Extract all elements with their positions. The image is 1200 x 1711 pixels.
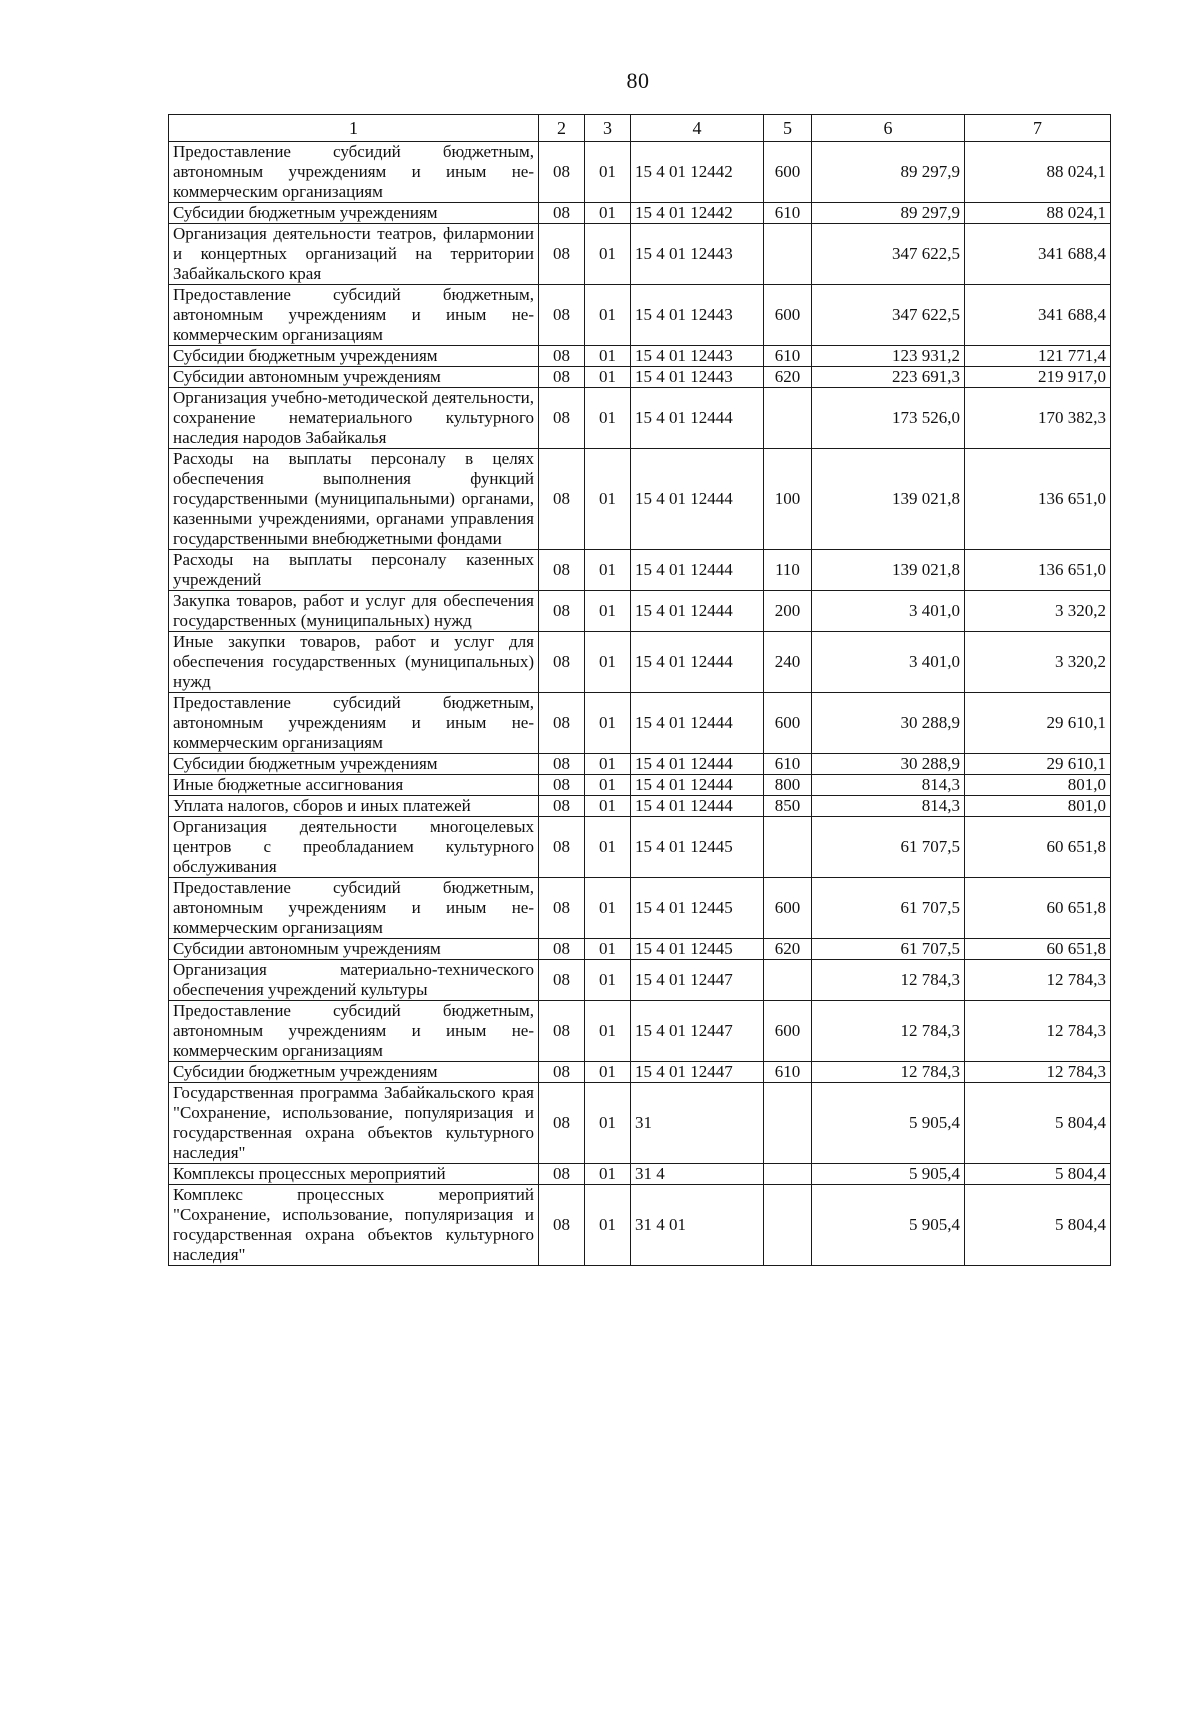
row-name-cell: Комплекс процессных мероприятий "Сохранение, использование, популяризация и государственная охрана объектов культурного наследия" [169,1185,539,1266]
row-target-code-cell: 15 4 01 12447 [631,1062,764,1083]
row-subsection-cell: 01 [585,1083,631,1164]
row-target-code-cell: 15 4 01 12444 [631,449,764,550]
row-subsection-cell: 01 [585,1001,631,1062]
row-amount-year1-cell: 814,3 [812,775,965,796]
row-amount-year1-cell: 5 905,4 [812,1083,965,1164]
row-expense-type-cell: 850 [764,796,812,817]
row-section-cell: 08 [539,203,585,224]
row-amount-year2-cell: 5 804,4 [965,1185,1111,1266]
row-target-code-cell: 15 4 01 12443 [631,224,764,285]
row-expense-type-cell: 100 [764,449,812,550]
row-amount-year2-cell: 12 784,3 [965,1062,1111,1083]
row-subsection-cell: 01 [585,142,631,203]
row-target-code-cell: 31 4 01 [631,1185,764,1266]
row-subsection-cell: 01 [585,632,631,693]
row-subsection-cell: 01 [585,367,631,388]
row-section-cell: 08 [539,775,585,796]
row-target-code-cell: 15 4 01 12445 [631,878,764,939]
row-amount-year1-cell: 347 622,5 [812,285,965,346]
row-subsection-cell: 01 [585,796,631,817]
row-section-cell: 08 [539,693,585,754]
row-subsection-cell: 01 [585,960,631,1001]
table-row [169,796,1111,817]
row-amount-year2-cell: 219 917,0 [965,367,1111,388]
row-section-cell: 08 [539,224,585,285]
row-section-cell: 08 [539,1001,585,1062]
table-header [169,115,1111,142]
table-row [169,346,1111,367]
row-expense-type-cell [764,224,812,285]
row-target-code-cell: 15 4 01 12444 [631,775,764,796]
row-section-cell: 08 [539,1062,585,1083]
row-amount-year1-cell: 347 622,5 [812,224,965,285]
row-name-cell: Предоставление субсидий бюджетным, автономным учреждениям и иным не-коммерческим организациям [169,878,539,939]
row-name-cell: Организация деятельности многоцелевых центров с преобладанием культурного обслуживания [169,817,539,878]
row-amount-year2-cell: 12 784,3 [965,960,1111,1001]
row-amount-year1-cell: 3 401,0 [812,591,965,632]
table-row [169,817,1111,878]
table-row [169,754,1111,775]
row-target-code-cell: 15 4 01 12444 [631,632,764,693]
row-expense-type-cell: 200 [764,591,812,632]
row-amount-year1-cell: 814,3 [812,796,965,817]
row-amount-year1-cell: 89 297,9 [812,142,965,203]
row-amount-year1-cell: 61 707,5 [812,817,965,878]
row-amount-year1-cell: 173 526,0 [812,388,965,449]
row-subsection-cell: 01 [585,939,631,960]
table-row [169,1083,1111,1164]
row-expense-type-cell: 240 [764,632,812,693]
row-name-cell: Комплексы процессных мероприятий [169,1164,539,1185]
row-target-code-cell: 15 4 01 12444 [631,550,764,591]
row-amount-year2-cell: 12 784,3 [965,1001,1111,1062]
row-section-cell: 08 [539,449,585,550]
row-subsection-cell: 01 [585,817,631,878]
row-amount-year2-cell: 170 382,3 [965,388,1111,449]
row-name-cell: Предоставление субсидий бюджетным, автономным учреждениям и иным не-коммерческим организациям [169,693,539,754]
row-subsection-cell: 01 [585,224,631,285]
row-target-code-cell: 15 4 01 12444 [631,754,764,775]
table-row [169,960,1111,1001]
row-target-code-cell: 15 4 01 12447 [631,1001,764,1062]
row-amount-year2-cell: 5 804,4 [965,1164,1111,1185]
row-name-cell: Субсидии бюджетным учреждениям [169,203,539,224]
row-subsection-cell: 01 [585,388,631,449]
row-section-cell: 08 [539,388,585,449]
table-row [169,775,1111,796]
row-amount-year2-cell: 121 771,4 [965,346,1111,367]
row-target-code-cell: 15 4 01 12442 [631,203,764,224]
table-row [169,285,1111,346]
row-target-code-cell: 15 4 01 12444 [631,388,764,449]
row-target-code-cell: 15 4 01 12442 [631,142,764,203]
row-section-cell: 08 [539,796,585,817]
row-amount-year2-cell: 29 610,1 [965,693,1111,754]
row-amount-year1-cell: 3 401,0 [812,632,965,693]
row-target-code-cell: 15 4 01 12444 [631,796,764,817]
row-name-cell: Субсидии бюджетным учреждениям [169,1062,539,1083]
row-amount-year2-cell: 136 651,0 [965,449,1111,550]
row-expense-type-cell: 600 [764,878,812,939]
row-amount-year1-cell: 223 691,3 [812,367,965,388]
row-section-cell: 08 [539,878,585,939]
row-section-cell: 08 [539,632,585,693]
table-row [169,1062,1111,1083]
table-row [169,142,1111,203]
row-expense-type-cell: 620 [764,939,812,960]
header-col-5: 5 [764,115,812,142]
row-section-cell: 08 [539,550,585,591]
row-section-cell: 08 [539,754,585,775]
row-amount-year2-cell: 3 320,2 [965,591,1111,632]
row-amount-year2-cell: 136 651,0 [965,550,1111,591]
row-amount-year2-cell: 88 024,1 [965,142,1111,203]
row-name-cell: Расходы на выплаты персоналу казенных учреждений [169,550,539,591]
row-subsection-cell: 01 [585,449,631,550]
row-name-cell: Иные закупки товаров, работ и услуг для обеспечения государственных (муниципальных) нужд [169,632,539,693]
row-target-code-cell: 15 4 01 12445 [631,939,764,960]
row-amount-year1-cell: 12 784,3 [812,960,965,1001]
table-row [169,224,1111,285]
row-section-cell: 08 [539,346,585,367]
row-name-cell: Субсидии бюджетным учреждениям [169,346,539,367]
row-section-cell: 08 [539,1164,585,1185]
budget-table [168,114,1111,1266]
row-expense-type-cell: 610 [764,1062,812,1083]
row-target-code-cell: 15 4 01 12444 [631,591,764,632]
row-amount-year1-cell: 30 288,9 [812,693,965,754]
row-subsection-cell: 01 [585,346,631,367]
row-name-cell: Государственная программа Забайкальского края "Сохранение, использование, популяризация и государственная охрана объектов культурного наследия" [169,1083,539,1164]
row-expense-type-cell: 600 [764,1001,812,1062]
header-col-6: 6 [812,115,965,142]
row-target-code-cell: 15 4 01 12444 [631,693,764,754]
row-expense-type-cell [764,1083,812,1164]
table-row [169,203,1111,224]
table-row [169,1001,1111,1062]
row-section-cell: 08 [539,817,585,878]
row-name-cell: Субсидии автономным учреждениям [169,939,539,960]
row-section-cell: 08 [539,591,585,632]
row-amount-year1-cell: 139 021,8 [812,449,965,550]
row-section-cell: 08 [539,367,585,388]
table-row [169,388,1111,449]
row-subsection-cell: 01 [585,754,631,775]
row-expense-type-cell: 620 [764,367,812,388]
row-amount-year2-cell: 29 610,1 [965,754,1111,775]
row-amount-year2-cell: 88 024,1 [965,203,1111,224]
row-subsection-cell: 01 [585,591,631,632]
row-subsection-cell: 01 [585,775,631,796]
row-expense-type-cell: 600 [764,142,812,203]
row-name-cell: Субсидии автономным учреждениям [169,367,539,388]
row-subsection-cell: 01 [585,1062,631,1083]
row-name-cell: Расходы на выплаты персоналу в целях обеспечения выполнения функций государственными (муниципальными) органами, казенными учреждениями, органами управления государственными внебюджетными фондами [169,449,539,550]
header-col-3: 3 [585,115,631,142]
row-target-code-cell: 15 4 01 12445 [631,817,764,878]
row-target-code-cell: 15 4 01 12447 [631,960,764,1001]
row-subsection-cell: 01 [585,550,631,591]
row-target-code-cell: 31 [631,1083,764,1164]
table-row [169,449,1111,550]
row-expense-type-cell [764,388,812,449]
row-name-cell: Уплата налогов, сборов и иных платежей [169,796,539,817]
row-expense-type-cell: 610 [764,754,812,775]
row-amount-year1-cell: 123 931,2 [812,346,965,367]
row-target-code-cell: 15 4 01 12443 [631,285,764,346]
row-amount-year1-cell: 61 707,5 [812,878,965,939]
row-expense-type-cell: 610 [764,203,812,224]
row-expense-type-cell [764,1164,812,1185]
table-row [169,550,1111,591]
row-section-cell: 08 [539,1185,585,1266]
row-amount-year2-cell: 60 651,8 [965,817,1111,878]
row-amount-year2-cell: 801,0 [965,796,1111,817]
row-amount-year1-cell: 61 707,5 [812,939,965,960]
row-name-cell: Предоставление субсидий бюджетным, автономным учреждениям и иным не-коммерческим организациям [169,1001,539,1062]
header-col-4: 4 [631,115,764,142]
header-col-7: 7 [965,115,1111,142]
header-row [169,115,1111,142]
table-row [169,591,1111,632]
row-amount-year1-cell: 12 784,3 [812,1001,965,1062]
row-target-code-cell: 15 4 01 12443 [631,367,764,388]
table-row [169,939,1111,960]
row-subsection-cell: 01 [585,1185,631,1266]
row-amount-year2-cell: 341 688,4 [965,285,1111,346]
table-row [169,693,1111,754]
row-name-cell: Предоставление субсидий бюджетным, автономным учреждениям и иным не-коммерческим организациям [169,142,539,203]
table-row [169,632,1111,693]
row-name-cell: Иные бюджетные ассигнования [169,775,539,796]
row-section-cell: 08 [539,285,585,346]
row-name-cell: Организация материально-технического обеспечения учреждений культуры [169,960,539,1001]
page-number: 80 [626,68,650,93]
row-subsection-cell: 01 [585,1164,631,1185]
row-subsection-cell: 01 [585,693,631,754]
row-amount-year2-cell: 341 688,4 [965,224,1111,285]
row-amount-year1-cell: 89 297,9 [812,203,965,224]
row-amount-year2-cell: 60 651,8 [965,878,1111,939]
row-amount-year2-cell: 3 320,2 [965,632,1111,693]
row-name-cell: Предоставление субсидий бюджетным, автономным учреждениям и иным не-коммерческим организациям [169,285,539,346]
row-expense-type-cell [764,1185,812,1266]
row-expense-type-cell [764,960,812,1001]
table-row [169,878,1111,939]
row-name-cell: Закупка товаров, работ и услуг для обеспечения государственных (муниципальных) нужд [169,591,539,632]
row-name-cell: Субсидии бюджетным учреждениям [169,754,539,775]
row-subsection-cell: 01 [585,285,631,346]
header-col-2: 2 [539,115,585,142]
row-subsection-cell: 01 [585,203,631,224]
row-amount-year1-cell: 5 905,4 [812,1185,965,1266]
header-col-1: 1 [169,115,539,142]
row-amount-year1-cell: 12 784,3 [812,1062,965,1083]
row-expense-type-cell: 110 [764,550,812,591]
row-expense-type-cell: 600 [764,693,812,754]
row-section-cell: 08 [539,960,585,1001]
row-section-cell: 08 [539,142,585,203]
table-row [169,367,1111,388]
row-expense-type-cell: 600 [764,285,812,346]
row-amount-year2-cell: 801,0 [965,775,1111,796]
row-expense-type-cell [764,817,812,878]
table-row [169,1185,1111,1266]
table-body [169,142,1111,1266]
row-amount-year1-cell: 5 905,4 [812,1164,965,1185]
row-name-cell: Организация учебно-методической деятельности, сохранение нематериального культурного наследия народов Забайкалья [169,388,539,449]
row-target-code-cell: 31 4 [631,1164,764,1185]
row-amount-year1-cell: 30 288,9 [812,754,965,775]
row-subsection-cell: 01 [585,878,631,939]
table-row [169,1164,1111,1185]
row-section-cell: 08 [539,939,585,960]
row-section-cell: 08 [539,1083,585,1164]
row-expense-type-cell: 800 [764,775,812,796]
row-amount-year1-cell: 139 021,8 [812,550,965,591]
row-amount-year2-cell: 60 651,8 [965,939,1111,960]
row-name-cell: Организация деятельности театров, филармонии и концертных организаций на территории Забайкальского края [169,224,539,285]
row-target-code-cell: 15 4 01 12443 [631,346,764,367]
row-expense-type-cell: 610 [764,346,812,367]
row-amount-year2-cell: 5 804,4 [965,1083,1111,1164]
